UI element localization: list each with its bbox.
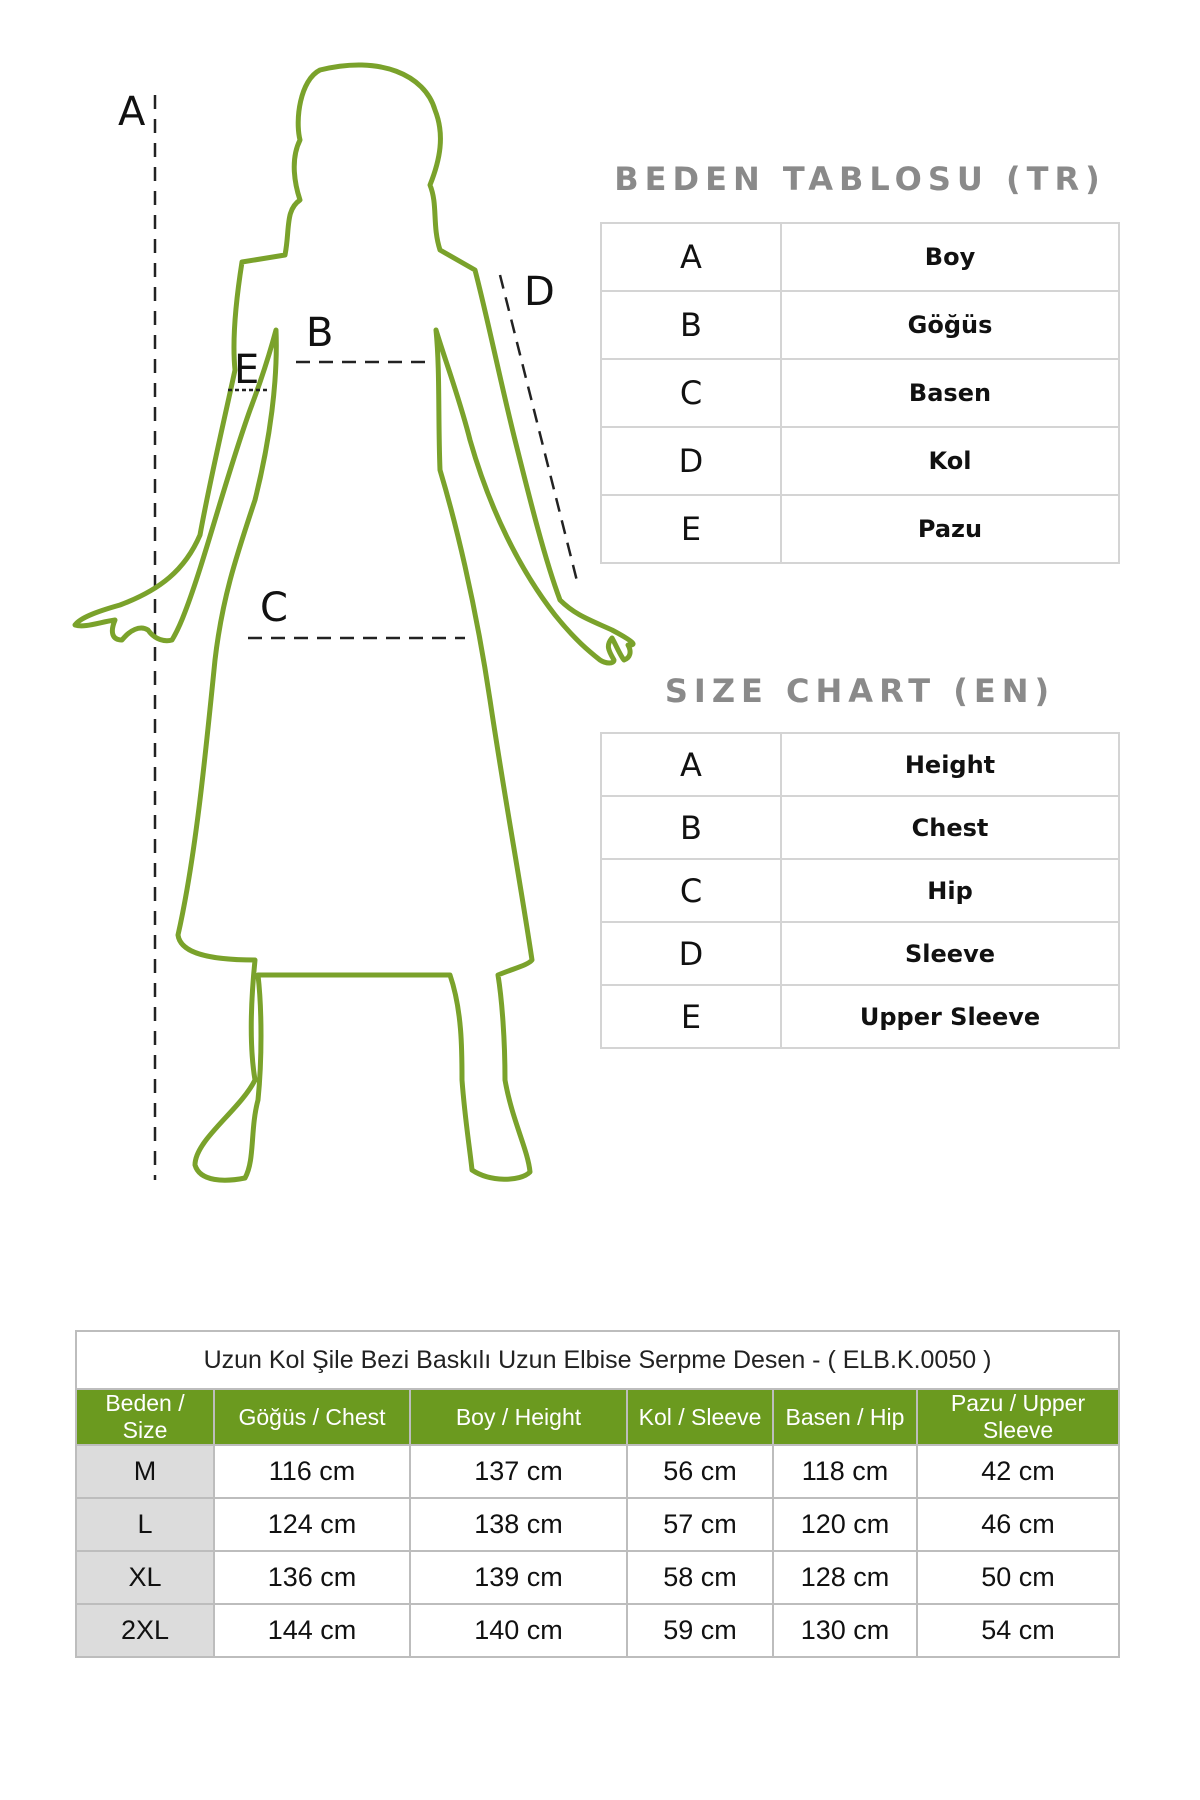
value-cell: Boy [781,223,1119,291]
tr-chart-table [600,222,1120,564]
height-cell: 139 cm [410,1551,627,1604]
chest-cell: 116 cm [214,1445,410,1498]
dress-silhouette [75,65,633,1180]
en-chart-title: SIZE CHART (EN) [664,672,1056,710]
table-row [76,1604,1119,1657]
upper-sleeve-cell: 54 cm [917,1604,1119,1657]
key-cell: B [601,796,781,859]
header-upper-sleeve: Pazu / Upper Sleeve [917,1389,1119,1445]
table-row [76,1551,1119,1604]
value-cell: Height [781,733,1119,796]
key-cell: D [601,427,781,495]
key-cell: E [601,495,781,563]
label-e: E [234,347,260,393]
key-cell: D [601,922,781,985]
value-cell: Kol [781,427,1119,495]
hip-cell: 118 cm [773,1445,917,1498]
table-row [601,985,1119,1048]
size-cell: L [76,1498,214,1551]
upper-sleeve-cell: 50 cm [917,1551,1119,1604]
value-cell: Upper Sleeve [781,985,1119,1048]
en-chart-table [600,732,1120,1049]
size-cell: XL [76,1551,214,1604]
value-cell: Basen [781,359,1119,427]
chest-cell: 136 cm [214,1551,410,1604]
table-row [76,1445,1119,1498]
header-height: Boy / Height [410,1389,627,1445]
size-table-caption: Uzun Kol Şile Bezi Baskılı Uzun Elbise Serpme Desen - ( ELB.K.0050 ) [75,1330,1120,1388]
height-cell: 140 cm [410,1604,627,1657]
label-c: C [260,585,288,631]
upper-sleeve-cell: 42 cm [917,1445,1119,1498]
table-row [76,1498,1119,1551]
value-cell: Hip [781,859,1119,922]
value-cell: Sleeve [781,922,1119,985]
value-cell: Chest [781,796,1119,859]
chest-cell: 144 cm [214,1604,410,1657]
table-row [601,922,1119,985]
key-cell: C [601,859,781,922]
size-table [75,1330,1120,1658]
table-row [601,359,1119,427]
header-size: Beden / Size [76,1389,214,1445]
table-row [601,223,1119,291]
label-b: B [306,310,334,356]
sleeve-cell: 56 cm [627,1445,773,1498]
table-row [601,733,1119,796]
hip-cell: 130 cm [773,1604,917,1657]
upper-sleeve-cell: 46 cm [917,1498,1119,1551]
key-cell: E [601,985,781,1048]
table-row [601,495,1119,563]
size-cell: 2XL [76,1604,214,1657]
sleeve-cell: 59 cm [627,1604,773,1657]
height-cell: 138 cm [410,1498,627,1551]
value-cell: Göğüs [781,291,1119,359]
chest-cell: 124 cm [214,1498,410,1551]
key-cell: A [601,733,781,796]
header-hip: Basen / Hip [773,1389,917,1445]
table-row [601,427,1119,495]
label-a: A [118,89,146,135]
measurement-figure [0,0,680,1220]
header-sleeve: Kol / Sleeve [627,1389,773,1445]
dress-silhouette-illustration [0,0,680,1220]
size-table-section [75,1330,1120,1658]
size-cell: M [76,1445,214,1498]
tr-chart-title: BEDEN TABLOSU (TR) [614,160,1106,198]
table-row [601,796,1119,859]
header-chest: Göğüs / Chest [214,1389,410,1445]
value-cell: Pazu [781,495,1119,563]
key-cell: C [601,359,781,427]
hip-cell: 120 cm [773,1498,917,1551]
key-cell: A [601,223,781,291]
label-d: D [524,269,555,315]
hip-cell: 128 cm [773,1551,917,1604]
height-cell: 137 cm [410,1445,627,1498]
table-row [601,291,1119,359]
sleeve-cell: 57 cm [627,1498,773,1551]
size-table-header-row [76,1389,1119,1445]
table-row [601,859,1119,922]
key-cell: B [601,291,781,359]
sleeve-cell: 58 cm [627,1551,773,1604]
